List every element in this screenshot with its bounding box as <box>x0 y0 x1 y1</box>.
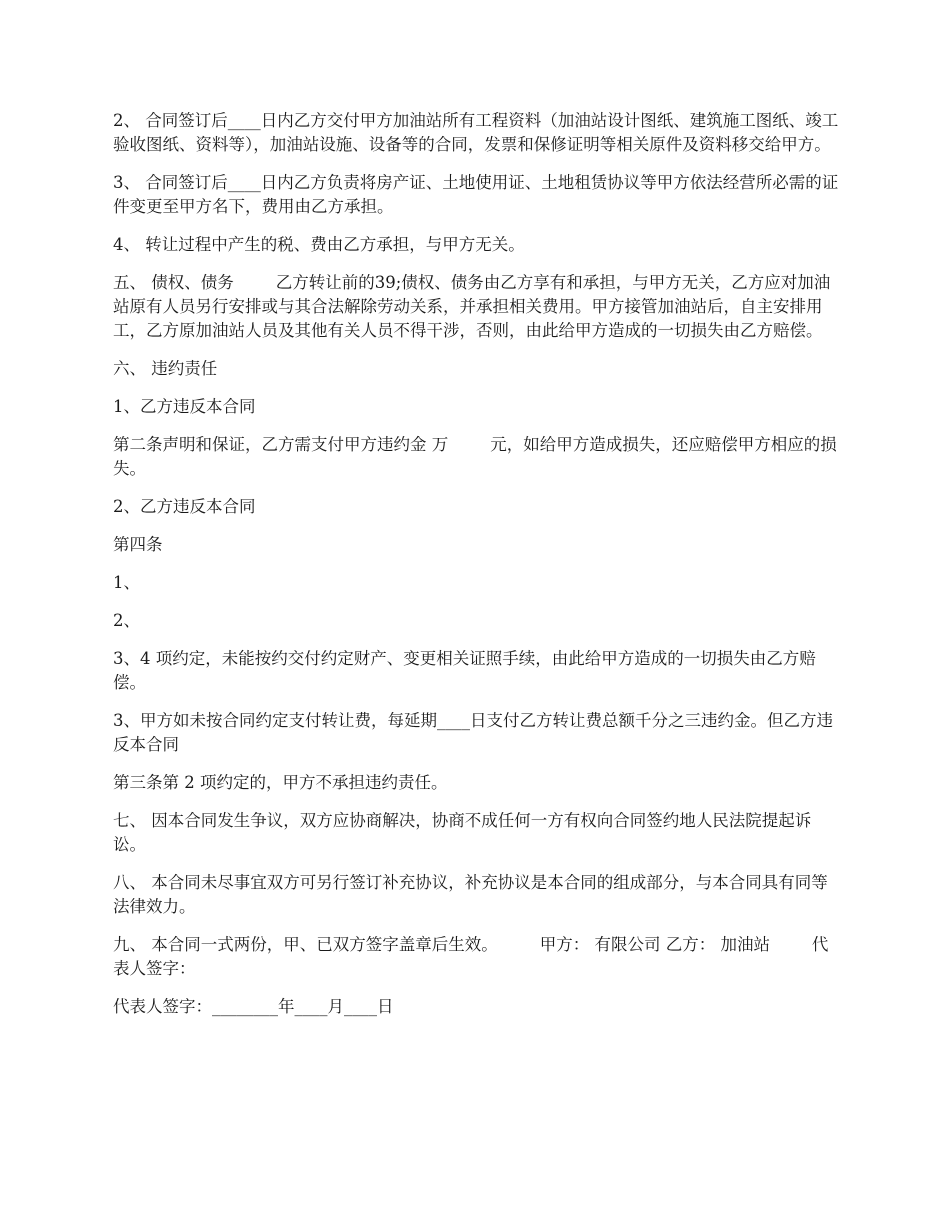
breach-item-2: 2、乙方违反本合同 <box>113 497 256 516</box>
article-3-item-2-reference: 第三条第 2 项约定的，甲方不承担违约责任。 <box>113 773 448 792</box>
section-9-copies-signatures: 九、 本合同一式两份，甲、已双方签字盖章后生效。 甲方： 有限公司 乙方： 加油站 代表人签字： <box>113 935 829 978</box>
section-6-heading: 六、 违约责任 <box>113 359 218 378</box>
section-8-supplementary: 八、 本合同未尽事宜双方可另行签订补充协议，补充协议是本合同的组成部分，与本合同具有同等法律效力。 <box>113 873 828 916</box>
clause-4-taxes-fees: 4、 转让过程中产生的税、费由乙方承担，与甲方无关。 <box>113 235 525 254</box>
breach-item-3-party-a: 3、甲方如未按合同约定支付转让费，每延期____日支付乙方转让费总额千分之三违约金。但乙方违反本合同 <box>113 711 833 754</box>
sub-item-1: 1、 <box>113 573 140 592</box>
article-4-reference: 第四条 <box>113 535 163 554</box>
section-7-disputes: 七、 因本合同发生争议，双方应协商解决，协商不成任何一方有权向合同签约地人民法院提起诉讼。 <box>113 811 812 854</box>
breach-item-1-detail: 第二条声明和保证，乙方需支付甲方违约金 万 元，如给甲方造成损失，还应赔偿甲方相应的损失。 <box>113 435 837 478</box>
document-body <box>113 109 843 1033</box>
breach-item-1: 1、乙方违反本合同 <box>113 397 256 416</box>
clause-2-handover-documents: 2、 合同签订后____日内乙方交付甲方加油站所有工程资料（加油站设计图纸、建筑施工图纸、竣工验收图纸、资料等），加油站设施、设备等的合同，发票和保修证明等相关原件及资料移交给甲方。 <box>113 111 839 154</box>
section-5-debts: 五、 债权、债务 乙方转让前的39;债权、债务由乙方享有和承担，与甲方无关，乙方应对加油站原有人员另行安排或与其合法解除劳动关系，并承担相关费用。甲方接管加油站后，自主安排用工，乙方原加油站人员及其他有关人员不得干涉，否则，由此给甲方造成的一切损失由乙方赔偿。 <box>113 273 831 340</box>
clause-3-certificate-transfer: 3、 合同签订后____日内乙方负责将房产证、土地使用证、土地租赁协议等甲方依法经营所必需的证件变更至甲方名下，费用由乙方承担。 <box>113 173 839 216</box>
signature-date-line: 代表人签字：________年____月____日 <box>113 997 394 1016</box>
sub-item-2: 2、 <box>113 611 140 630</box>
sub-item-3-4-detail: 3、4 项约定，未能按约交付约定财产、变更相关证照手续，由此给甲方造成的一切损失由乙方赔偿。 <box>113 649 816 692</box>
